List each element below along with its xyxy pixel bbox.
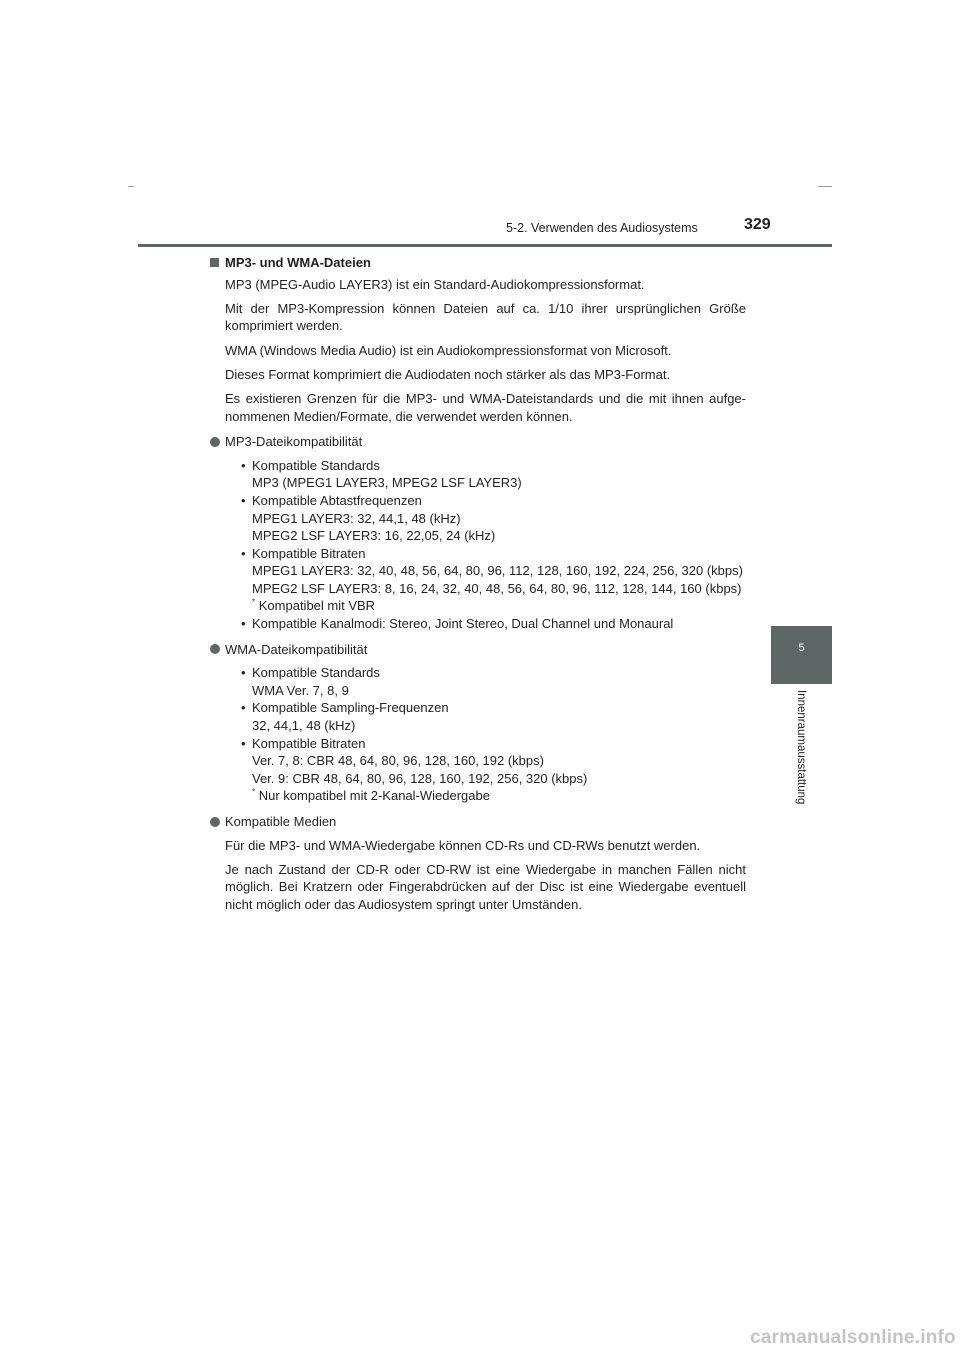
list-item (210, 664, 746, 682)
paragraph: MP3 (MPEG-Audio LAYER3) ist ein Standard-Audiokompressionsformat. (225, 276, 645, 292)
list-item-label: Kompatible Standards (252, 665, 380, 681)
paragraph: Dieses Format komprimiert die Audiodaten noch stärker als das MP3-Format. (225, 366, 671, 382)
list-item-value: MPEG2 LSF LAYER3: 8, 16, 24, 32, 40, 48, 56, 64, 80, 96, 112, 128, 144, 160 (kbps) (252, 580, 742, 596)
footnote-text: Nur kompatibel mit 2-Kanal-Wiedergabe (258, 788, 490, 804)
mp3-compat-heading (210, 433, 746, 451)
list-item-value: MPEG1 LAYER3: 32, 40, 48, 56, 64, 80, 96, 112, 128, 160, 192, 224, 256, 320 (kbps) (252, 563, 743, 579)
list-item-label: Kompatible Bitraten (252, 545, 366, 561)
bullet-mark: • (241, 665, 246, 681)
list-item-value: Ver. 9: CBR 48, 64, 80, 96, 128, 160, 192, 256, 320 (kbps) (252, 770, 588, 786)
list-item-label: Kompatible Kanalmodi: Stereo, Joint Stereo, Dual Channel und Monaural (252, 616, 674, 632)
wma-compat-heading (210, 641, 746, 659)
paragraph: Es existieren Grenzen für die MP3- und WMA-Dateistandards und die mit ihnen aufge-nommenen Medien/Formate, die verwendet werden können. (225, 390, 746, 424)
bullet-mark: • (241, 616, 246, 632)
footnote-text: Kompatibel mit VBR (258, 598, 376, 614)
circle-bullet-icon (210, 817, 220, 827)
chapter-tab (771, 626, 832, 684)
footnote (210, 787, 746, 805)
page-number: 329 (744, 216, 771, 233)
mp3-compat-title: MP3-Dateikompatibilität (225, 434, 363, 450)
section-title: 5-2. Verwenden des Audiosystems (506, 221, 698, 235)
media-title: Kompatible Medien (225, 814, 337, 829)
circle-bullet-icon (210, 437, 220, 447)
list-item-label: Kompatible Abtastfrequenzen (252, 492, 422, 508)
list-item-label: Kompatible Sampling-Frequenzen (252, 700, 449, 716)
list-item (210, 699, 746, 717)
circle-bullet-icon (210, 644, 220, 654)
list-item (210, 545, 746, 563)
paragraph: WMA (Windows Media Audio) ist ein Audiokompressionsformat von Microsoft. (225, 342, 672, 358)
crop-mark-right (818, 186, 832, 187)
asterisk: * (252, 598, 256, 608)
main-content (210, 254, 746, 920)
header-rule (138, 244, 832, 247)
list-item-value: 32, 44,1, 48 (kHz) (252, 718, 356, 734)
list-item-value: MPEG1 LAYER3: 32, 44,1, 48 (kHz) (252, 510, 461, 526)
bullet-mark: • (241, 492, 246, 508)
paragraph: Mit der MP3-Kompression können Dateien auf ca. 1/10 ihrer ursprünglichen Größe komprimiert werden. (225, 300, 746, 334)
media-block (210, 837, 746, 914)
chapter-label: Innenraumausstattung (795, 690, 807, 805)
chapter-number: 5 (798, 642, 805, 654)
list-item-label: Kompatible Standards (252, 457, 380, 473)
list-item (210, 735, 746, 753)
list-item-label: Kompatible Bitraten (252, 735, 366, 751)
list-item (210, 615, 746, 633)
section-heading-text: MP3- und WMA-Dateien (225, 255, 371, 270)
intro-block (210, 276, 746, 426)
bullet-mark: • (241, 700, 246, 716)
paragraph: Für die MP3- und WMA-Wiedergabe können CD-Rs und CD-RWs benutzt werden. (225, 837, 701, 853)
bullet-mark: • (241, 545, 246, 561)
wma-compat-title: WMA-Dateikompatibilität (225, 641, 368, 657)
watermark-logo: carmanualsonline.info (750, 1327, 956, 1348)
list-item-value: MPEG2 LSF LAYER3: 16, 22,05, 24 (kHz) (252, 528, 496, 544)
media-heading (210, 813, 746, 831)
list-item (210, 492, 746, 510)
list-item-value: Ver. 7, 8: CBR 48, 64, 80, 96, 128, 160, 192 (kbps) (252, 753, 544, 769)
list-item-value: MP3 (MPEG1 LAYER3, MPEG2 LSF LAYER3) (252, 475, 522, 491)
paragraph: Je nach Zustand der CD-R oder CD-RW ist eine Wiedergabe in manchen Fällen nicht möglich. Bei Kratzern oder Fingerabdrücken auf der Disc ist eine Wiedergabe eventuell nicht möglich oder das Audiosystem springt unter Umständen. (225, 861, 746, 912)
bullet-mark: • (241, 735, 246, 751)
list-item-value: WMA Ver. 7, 8, 9 (252, 682, 349, 698)
asterisk: * (252, 788, 256, 798)
footnote (210, 597, 746, 615)
crop-mark-left (128, 186, 134, 187)
bullet-mark: • (241, 457, 246, 473)
square-bullet-icon (210, 258, 219, 267)
list-item (210, 457, 746, 475)
section-heading (210, 254, 746, 272)
